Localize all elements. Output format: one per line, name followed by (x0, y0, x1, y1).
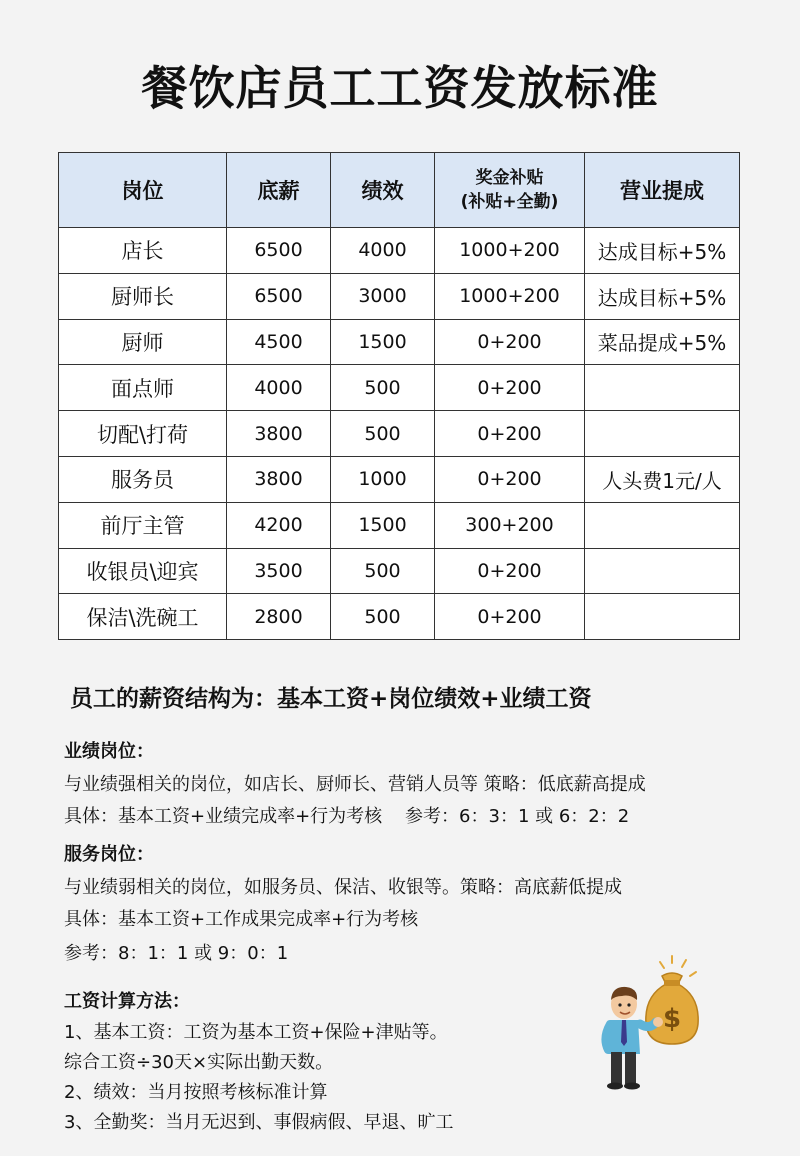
header-bonus (435, 153, 585, 228)
table-row (59, 411, 740, 457)
table-row (59, 548, 740, 594)
cell-performance: 500 (331, 365, 435, 411)
cell-base-salary: 3500 (227, 548, 331, 594)
table-row (59, 228, 740, 274)
cell-base-salary: 4000 (227, 365, 331, 411)
table-row (59, 319, 740, 365)
table-row (59, 456, 740, 502)
cell-performance: 1500 (331, 502, 435, 548)
cell-bonus: 0+200 (435, 594, 585, 640)
service-positions-line3: 参考：8：1：1 或 9：0：1 (64, 943, 289, 964)
header-commission: 营业提成 (585, 153, 740, 228)
salary-structure-heading: 员工的薪资结构为：基本工资+岗位绩效+业绩工资 (70, 686, 592, 712)
header-bonus-line1: 奖金补贴 (475, 168, 544, 188)
table-row (59, 365, 740, 411)
cell-base-salary: 3800 (227, 411, 331, 457)
performance-positions-title: 业绩岗位： (64, 741, 154, 762)
cell-position: 切配\打荷 (59, 411, 227, 457)
table-header-row (59, 153, 740, 228)
bag-dollar-symbol: $ (662, 1004, 682, 1034)
cell-bonus: 0+200 (435, 365, 585, 411)
cell-base-salary: 4200 (227, 502, 331, 548)
cell-performance: 1000 (331, 456, 435, 502)
cell-performance: 4000 (331, 228, 435, 274)
cell-performance: 1500 (331, 319, 435, 365)
cell-bonus: 300+200 (435, 502, 585, 548)
table-row (59, 594, 740, 640)
cell-commission: 菜品提成+5% (585, 319, 740, 365)
cell-position: 收银员\迎宾 (59, 548, 227, 594)
performance-positions-line1: 与业绩强相关的岗位，如店长、厨师长、营销人员等 策略：低底薪高提成 (64, 774, 646, 795)
service-positions-title: 服务岗位： (64, 844, 154, 865)
cell-commission (585, 548, 740, 594)
service-positions-line2: 具体：基本工资+工作成果完成率+行为考核 (64, 909, 419, 930)
calculation-line2: 综合工资÷30天×实际出勤天数。 (64, 1052, 334, 1073)
cell-bonus: 1000+200 (435, 228, 585, 274)
cell-performance: 3000 (331, 273, 435, 319)
cell-position: 厨师长 (59, 273, 227, 319)
cell-base-salary: 6500 (227, 273, 331, 319)
cell-position: 店长 (59, 228, 227, 274)
table-row (59, 273, 740, 319)
cell-position: 保洁\洗碗工 (59, 594, 227, 640)
header-base-salary: 底薪 (227, 153, 331, 228)
header-position: 岗位 (59, 153, 227, 228)
calculation-line3: 2、绩效：当月按照考核标准计算 (64, 1082, 328, 1103)
cell-bonus: 0+200 (435, 548, 585, 594)
salary-table (58, 152, 740, 640)
cell-position: 前厅主管 (59, 502, 227, 548)
cell-base-salary: 2800 (227, 594, 331, 640)
cell-bonus: 0+200 (435, 411, 585, 457)
cell-commission (585, 502, 740, 548)
cell-performance: 500 (331, 548, 435, 594)
calculation-line4: 3、全勤奖：当月无迟到、事假病假、早退、旷工 (64, 1112, 454, 1133)
cell-bonus: 1000+200 (435, 273, 585, 319)
cell-commission (585, 594, 740, 640)
performance-positions-line2: 具体：基本工资+业绩完成率+行为考核 参考：6：3：1 或 6：2：2 (64, 806, 630, 827)
cell-bonus: 0+200 (435, 319, 585, 365)
cell-base-salary: 4500 (227, 319, 331, 365)
cell-commission (585, 411, 740, 457)
cell-performance: 500 (331, 411, 435, 457)
header-bonus-line2: (补贴+全勤) (460, 192, 559, 212)
service-positions-line1: 与业绩弱相关的岗位，如服务员、保洁、收银等。策略：高底薪低提成 (64, 877, 622, 898)
table-row (59, 502, 740, 548)
cell-position: 厨师 (59, 319, 227, 365)
cell-performance: 500 (331, 594, 435, 640)
cell-base-salary: 3800 (227, 456, 331, 502)
cell-base-salary: 6500 (227, 228, 331, 274)
cell-bonus: 0+200 (435, 456, 585, 502)
page-title: 餐饮店员工工资发放标准 (141, 61, 659, 115)
header-performance: 绩效 (331, 153, 435, 228)
cell-commission: 达成目标+5% (585, 273, 740, 319)
cell-position: 服务员 (59, 456, 227, 502)
calculation-title: 工资计算方法： (64, 991, 190, 1012)
calculation-line1: 1、基本工资：工资为基本工资+保险+津贴等。 (64, 1022, 448, 1043)
man-with-money-bag-icon (600, 952, 712, 1092)
cell-commission (585, 365, 740, 411)
cell-commission: 达成目标+5% (585, 228, 740, 274)
cell-commission: 人头费1元/人 (585, 456, 740, 502)
cell-position: 面点师 (59, 365, 227, 411)
